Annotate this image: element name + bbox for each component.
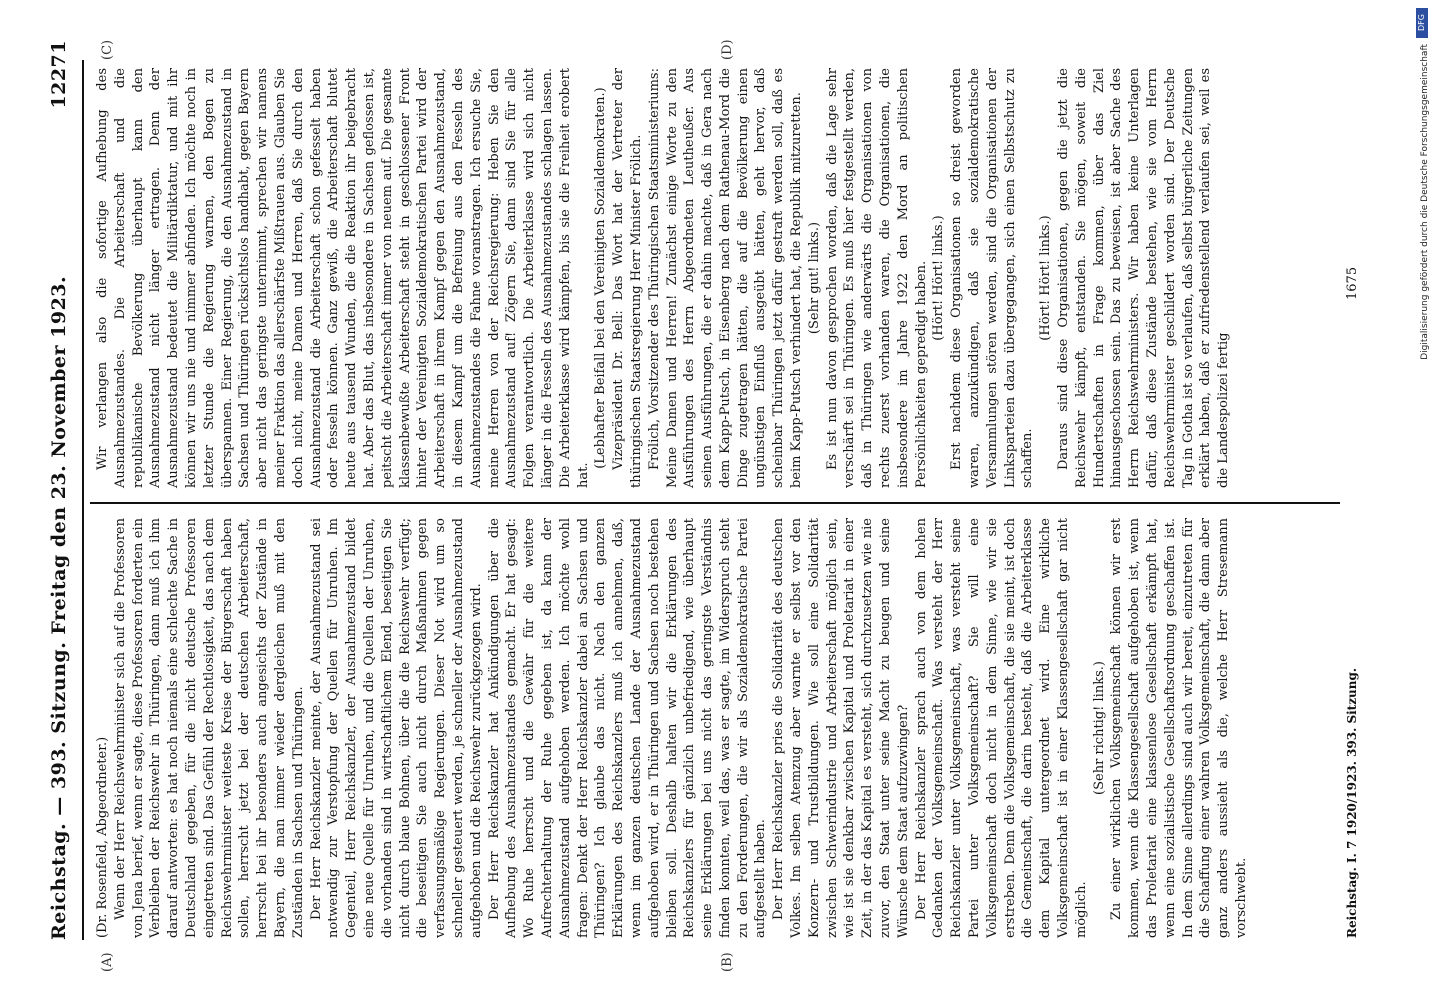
right-column (94, 68, 1233, 488)
margin-marker-d: (D) (720, 39, 735, 60)
speaker-line: (Dr. Rosenfeld, Abgeordneter.) (95, 736, 110, 938)
applause: (Lebhafter Beifall bei den Vereinigten Sozialdemokraten.) (593, 87, 609, 469)
paragraph: Der Herr Reichskanzler pries die Solidarität des deutschen Volkes. Im selben Atemzug aber warnte er selbst vor den Konzern- und Trustbildungen. Wie soll eine Solidarität zwischen Schwerindustrie und Arbeiterschaft möglich sein, wie ist sie denkbar zwischen Kapital und Proletariat in einer Zeit, in der das Kapital es versteht, sich durchzusetzen wie nie zuvor, den Staat unter seine Macht zu beugen und seine Wünsche dem Staat aufzuzwingen? (771, 518, 911, 938)
paragraph: Es ist nun davon gesprochen worden, daß die Lage sehr verschärft sei in Thüringen. Es muß hier festgestellt werden, daß in Thüringen wie anderwärts die Organisationen von rechts zuerst vorhanden waren, die Organisationen, die insbesondere im Jahre 1922 den Mord an politischen Persönlichkeiten gepredigt haben. (824, 68, 929, 488)
paragraph: Der Herr Reichskanzler hat Ankündigungen über die Aufhebung des Ausnahmezustandes gemacht. Er hat gesagt: Wo Ruhe herrscht und die Gewähr für die weitere Aufrechterhaltung der Ruhe gegeben ist, da kann der Ausnahmezustand aufgehoben werden. Ich möchte wohl fragen: Denkt der Herr Reichskanzler dabei an Sachsen und Thüringen? Ich glaube das nicht. Nach den ganzen Erklärungen des Reichskanzlers muß ich annehmen, daß, wenn im ganzen deutschen Lande der Ausnahmezustand aufgehoben wird, er in Thüringen und Sachsen noch bestehen bleiben soll. Deshalb halten wir die Erklärungen des Reichskanzlers für gänzlich unbefriedigend, wie überhaupt seine Erklärungen bei uns nicht das geringste Verständnis finden konnten, weil das, was er sagte, im Widerspruch steht zu den Forderungen, die wir als Sozialdemokratische Partei aufgestellt haben. (486, 518, 769, 938)
paragraph: Wir verlangen also die sofortige Aufhebung des Ausnahmezustandes. Die Arbeiterschaft und die republikanische Bevölkerung überhaupt kann den Ausnahmezustand nicht länger ertragen. Denn der Ausnahmezustand bedeutet die Militärdiktatur, und mit ihr können wir uns nie und nimmer abfinden. Ich möchte noch in letzter Stunde die Regierung warnen, den Bogen zu überspannen. Einer Regierung, die den Ausnahmezustand in Sachsen und Thüringen rücksichtslos handhabt, gegen Bayern aber nicht das geringste unternimmt, sprechen wir namens meiner Fraktion das allerschärfste Mißtrauen aus. Glauben Sie doch nicht, meine Damen und Herren, daß Sie durch den Ausnahmezustand die Arbeiterschaft schon gefesselt haben oder fesseln können. Ganz gewiß, die Arbeiterschaft blutet heute aus tausend Wunden, die die Reaktion ihr beigebracht hat. Aber das Blut, das insbesondere in Sachsen geflossen ist, peitscht die Arbeiterschaft immer von neuem auf. Die gesamte klassenbewußte Arbeiterschaft steht in geschlossener Front hinter der Vereinigten Sozialdemokratischen Partei wird der Arbeiterschaft in ihrem Kampf gegen den Ausnahmezustand, in diesem Kampf um die Befreiung aus den Fesseln des Ausnahmezustandes die Fahne voranstragen. Ich ersuche Sie, meine Herren von der Reichsregierung: Heben Sie den Ausnahmezustand auf! Zögern Sie, dann sind Sie für alle Folgen verantwortlich. Die Arbeiterklasse wird sich nicht länger in die Fesseln des Ausnahmezustandes schlagen lassen. Die Arbeiterklasse wird kämpfen, bis sie die Freiheit erobert hat. (95, 68, 591, 488)
paragraph: Daraus sind diese Organisationen, gegen die jetzt die Reichswehr kämpft, entstanden. Sie mögen, soweit die Hundertschaften in Frage kommen, über das Ziel hinausgeschossen sein. Das zu beweisen, ist aber Sache des Herrn Reichswehrministers. Wir haben keine Unterlagen dafür, daß diese Zustände bestehen, wie sie vom Herrn Reichswehrminister geschildert worden sind. Der Deutsche Tag in Gotha ist so verlaufen, daß selbst bürgerliche Zeitungen erklärt haben, daß er zufriedenstellend verlaufen sei, weil es die Landespolizei fertig (1056, 68, 1232, 488)
left-column (94, 518, 1251, 938)
page-number: 12271 (48, 40, 70, 109)
paragraph: Der Herr Reichskanzler meinte, der Ausnahmezustand sei notwendig zur Verstopfung der Quellen für Unruhen. Im Gegenteil, Herr Reichskanzler, der Ausnahmezustand bildet eine neue Quelle für Unruhen, und die Quellen der Unruhen, die vorhanden sind in wirtschaftlichem Elend, beseitigen Sie nicht durch blaue Bohnen, über die die Reichswehr verfügt; die beseitigen Sie auch nicht durch Maßnahmen gegen verfassungsmäßige Regierungen. Dieser Not wird um so schneller gesteuert werden, je schneller der Ausnahmezustand aufgehoben und die Reichswehr zurückgezogen wird. (308, 518, 484, 938)
paragraph: Der Herr Reichskanzler sprach auch von dem hohen Gedanken der Volksgemeinschaft. Was versteht der Herr Reichskanzler unter Volksgemeinschaft, was versteht seine Partei unter Volksgemeinschaft? Sie will eine Volksgemeinschaft doch nicht in dem Sinne, wie wir sie erstreben. Denn die Volksgemeinschaft, die sie meint, ist doch die Gemeinschaft, die darin besteht, daß die Arbeiterklasse dem Kapital untergeordnet wird. Eine wirkliche Volksgemeinschaft ist in einer Klassengesellschaft gar nicht möglich. (913, 518, 1089, 938)
interjection: (Hört! Hört! links.) (1038, 215, 1054, 341)
paragraph: Erst nachdem diese Organisationen so dreist geworden waren, anzukündigen, daß sie sozialdemokratische Versammlungen stören werden, sind die Organisationen der Linksparteien dazu übergegangen, sich einen Selbstschutz zu schaffen. (949, 68, 1036, 488)
digitization-sidebar (1412, 0, 1434, 1000)
paragraph: Wenn der Herr Reichswehrminister sich auf die Professoren von Jena berief, wenn er sagte, diese Professoren forderten ein Verbleiben der Reichswehr in Thüringen, dann muß ich ihm darauf antworten: es hat noch niemals eine schlechte Sache in Deutschland gegeben, für die nicht deutsche Professoren eingetreten sind. Das Gefühl der Rechtlosigkeit, das nach dem Reichswehrminister weiteste Kreise der Bürgerschaft haben sollen, herrscht jetzt bei der deutschen Arbeiterschaft, herrscht bei ihr besonders auch angesichts der Zustände in Bayern, die man immer wieder dergleichen muß mit den Zuständen in Sachsen und Thüringen. (112, 518, 306, 938)
paragraph: Zu einer wirklichen Volksgemeinschaft können wir erst kommen, wenn die Klassengesellschaft aufgehoben ist, wenn das Proletariat eine klassenlose Gesellschaft erkämpft hat, wenn eine sozialistische Gesellschaftsordnung geschaffen ist. In dem Sinne allerdings sind auch wir bereit, einzutreten für die Schaffung einer wahren Volksgemeinschaft, die dann aber ganz anders aussieht als die, welche Herr Stresemann vorschwebt. (1109, 518, 1249, 938)
column-divider (90, 502, 1340, 504)
footer-signature: Reichstag. I. 7 1920/1923. 393. Sitzung. (1345, 667, 1359, 938)
interjection: (Hört! Hört! links.) (931, 215, 947, 341)
dfg-logo-icon: DFG (1416, 8, 1428, 38)
digitization-credit: Digitalisierung gefördert durch die Deutsche Forschungsgemeinschaft (1420, 44, 1430, 360)
margin-marker-c: (C) (100, 39, 115, 60)
interjection: (Sehr richtig! links.) (1091, 661, 1107, 795)
margin-marker-a: (A) (100, 952, 115, 972)
margin-marker-b: (B) (720, 952, 735, 972)
footer-page-number: 1675 (1345, 266, 1360, 300)
speaker-vizepraesident: Vizepräsident Dr. Bell: Das Wort hat der Vertreter der thüringischen Staatsregierung Herr Minister Frölich. (611, 68, 644, 488)
page-header (48, 40, 78, 940)
paragraph: Frölich, Vorsitzender des Thüringischen Staatsministeriums: Meine Damen und Herren! Zunächst einige Worte zu den Ausführungen des Herrn Abgeordneten Leutheußer. Aus seinen Ausführungen, die er dahin machte, daß in Gera nach dem Kapp-Putsch, in Eisenberg nach dem Rathenau-Mord die Dinge zugetragen hätten, die auf die Bevölkerung einen ungünstigen Einfluß ausgeübt hätten, geht hervor, daß scheinbar Thüringen jetzt dafür gestraft werden soll, daß es beim Kapp-Putsch verhindert hat, die Republik mitzuretten. (646, 68, 805, 488)
interjection: (Sehr gut! links.) (806, 221, 822, 335)
header-title: Reichstag. — 393. Sitzung. Freitag den 23. November 1923. (48, 275, 70, 940)
header-rule (82, 60, 84, 940)
